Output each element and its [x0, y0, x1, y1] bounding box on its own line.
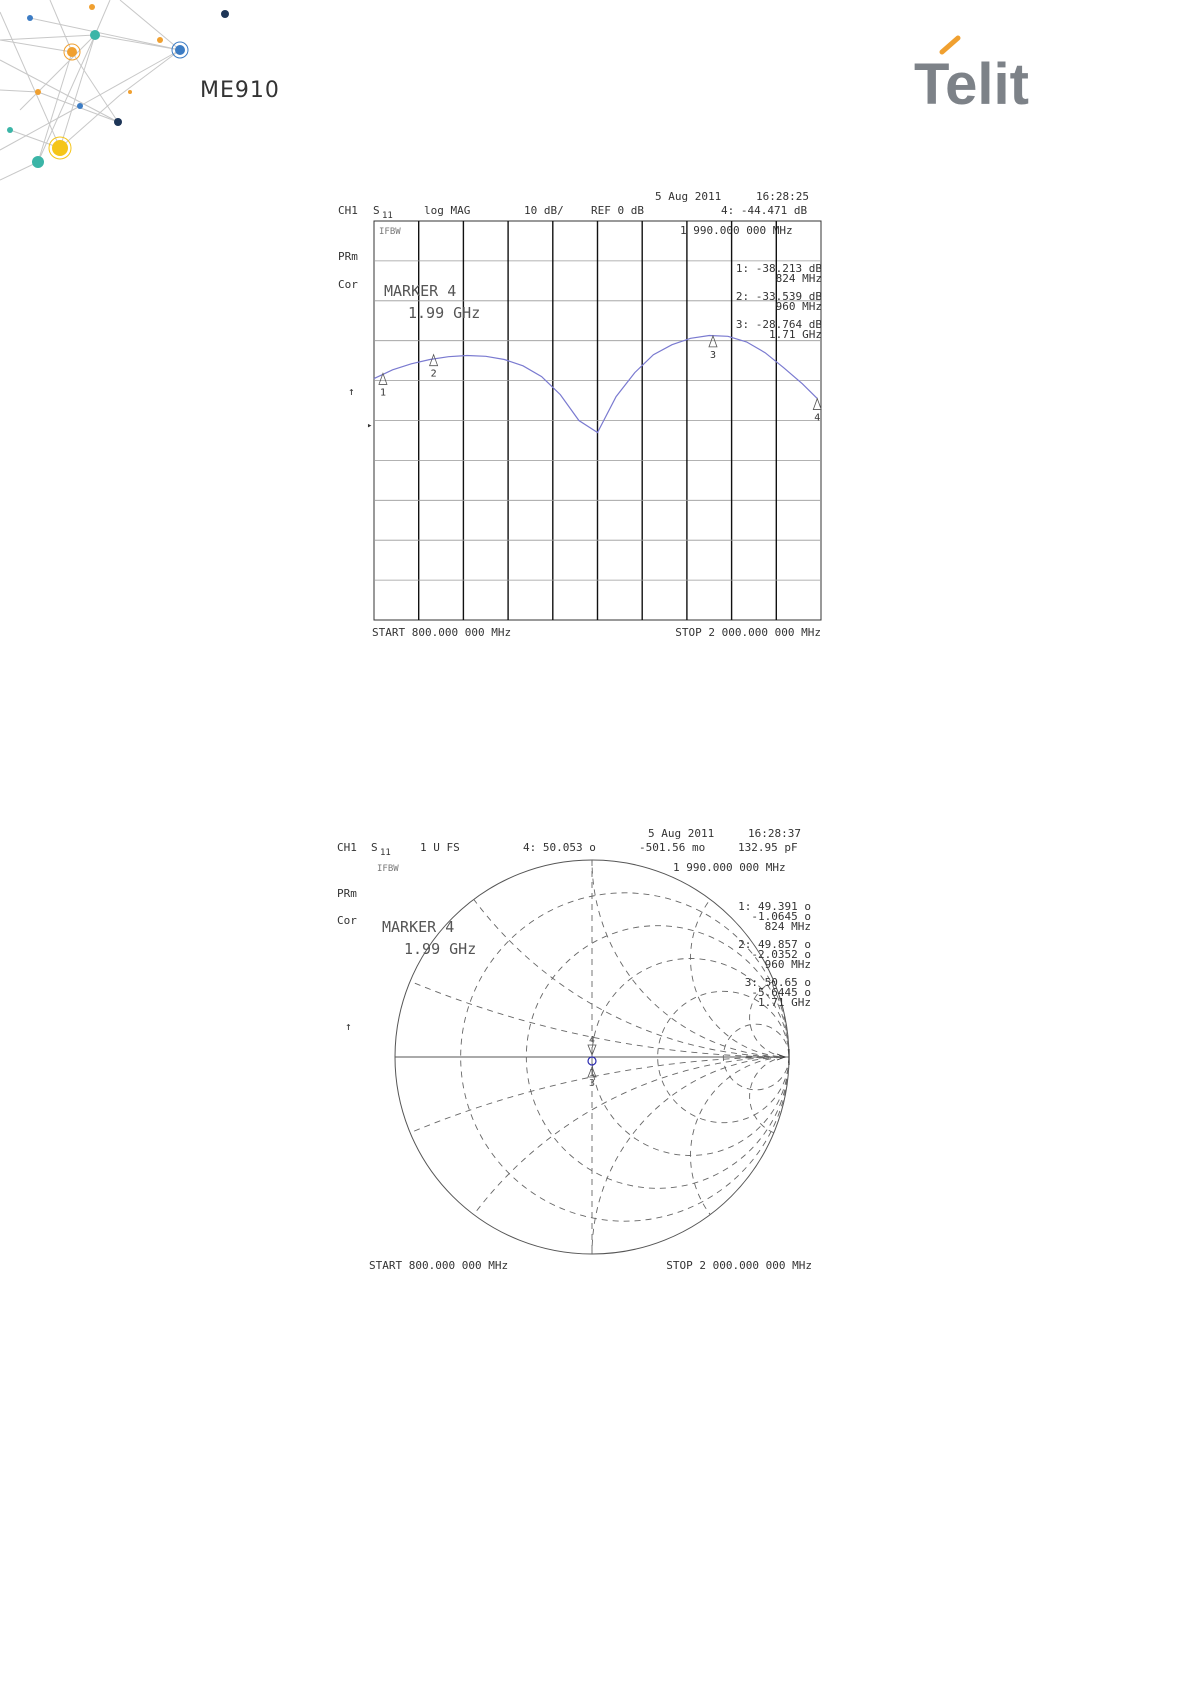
chart1-marker-number: 2: [430, 368, 437, 380]
chart2-param: S: [371, 841, 378, 854]
chart1-stop-label: STOP 2 000.000 000 MHz: [675, 626, 821, 639]
chart2-active-marker-freq: 1 990.000 000 MHz: [673, 861, 786, 874]
chart1-label-prm: PRm: [338, 250, 358, 263]
chart2-active-marker-cap: 132.95 pF: [738, 841, 798, 854]
chart1-marker3-value: 3: -28.764 dB: [735, 318, 822, 331]
chart2-param-sub: 11: [380, 848, 391, 858]
chart1-active-marker-freq: 1 990.000 000 MHz: [680, 224, 793, 237]
chart2-marker-number: 3: [589, 1078, 596, 1089]
chart1-start-label: START 800.000 000 MHz: [372, 626, 512, 639]
chart1-channel: CH1: [338, 204, 358, 217]
chart2-marker-number: 1: [589, 1068, 596, 1079]
svg-text:IFBW: IFBW: [379, 227, 401, 237]
chart1-marker-number: 1: [379, 387, 386, 399]
chart1-marker1-value: 1: -38.213 dB: [735, 262, 822, 275]
chart2-marker-box-freq: 1.99 GHz: [404, 940, 477, 958]
chart2-marker-number: 4: [589, 1035, 596, 1046]
chart2-marker2-reactance: -2.0352 o: [751, 948, 811, 961]
chart2-marker-box-title: MARKER 4: [382, 918, 455, 936]
document-title: ME910: [200, 78, 280, 103]
chart1-active-marker-value: 4: -44.471 dB: [721, 204, 808, 217]
chart1-marker2-value: 2: -33.539 dB: [735, 290, 822, 303]
chart1-time: 16:28:25: [756, 190, 809, 203]
chart2-stop-label: STOP 2 000.000 000 MHz: [666, 1259, 812, 1272]
chart1-label-cor: Cor: [338, 278, 358, 291]
chart1-marker-box-title: MARKER 4: [384, 282, 457, 300]
chart2-marker1-resistance: 1: 49.391 o: [738, 900, 811, 913]
chart2-marker2-resistance: 2: 49.857 o: [738, 938, 811, 951]
chart1-scale: 10 dB/: [524, 204, 564, 217]
chart2-format: 1 U FS: [420, 841, 460, 854]
smith-reactance-arc: [395, 1057, 1183, 1684]
chart2-marker1-freq: 824 MHz: [764, 920, 811, 933]
chart2-marker3-reactance: -5.6445 o: [751, 986, 811, 999]
smith-reactance-arc: [592, 1057, 986, 1451]
chart2-channel: CH1: [337, 841, 357, 854]
chart2-time: 16:28:37: [748, 827, 801, 840]
chart2-label-cor: Cor: [337, 914, 357, 927]
chart2-marker2-freq: 960 MHz: [764, 958, 811, 971]
chart1-marker3-freq: 1.71 GHz: [769, 328, 822, 341]
chart1-marker1-freq: 824 MHz: [775, 272, 822, 285]
chart2-active-marker-reactance: -501.56 mo: [639, 841, 706, 854]
chart2-marker3-resistance: 3: 50.65 o: [744, 976, 811, 989]
svg-text:IFBW: IFBW: [377, 864, 399, 874]
chart2-start-label: START 800.000 000 MHz: [369, 1259, 509, 1272]
svg-text:▸: ▸: [367, 421, 373, 431]
chart1-marker-number: 3: [709, 349, 717, 361]
smith-reactance-arc: [0, 1057, 1191, 1684]
chart2-ref-arrow: ↑: [345, 1020, 352, 1033]
chart1-ref: REF 0 dB: [591, 204, 644, 217]
chart2-label-prm: PRm: [337, 887, 357, 900]
chart1-date: 5 Aug 2011: [655, 190, 722, 203]
chart1-param-sub: 11: [382, 211, 393, 221]
chart1-ref-arrow: ↑: [348, 385, 355, 398]
chart2-marker1-reactance: -1.0645 o: [751, 910, 811, 923]
chart2-marker3-freq: 1.71 GHz: [758, 996, 811, 1009]
chart2-date: 5 Aug 2011: [648, 827, 715, 840]
chart1-marker-box-freq: 1.99 GHz: [408, 304, 481, 322]
chart1-marker-number: 4: [814, 412, 821, 424]
smith-reactance-arc: [691, 1057, 888, 1254]
chart1-param: S: [373, 204, 380, 217]
chart2-active-marker-value: 4: 50.053 o: [523, 841, 596, 854]
logo-text: Telit: [914, 52, 1029, 112]
chart1-format: log MAG: [424, 204, 471, 217]
chart1-marker2-freq: 960 MHz: [775, 300, 822, 313]
